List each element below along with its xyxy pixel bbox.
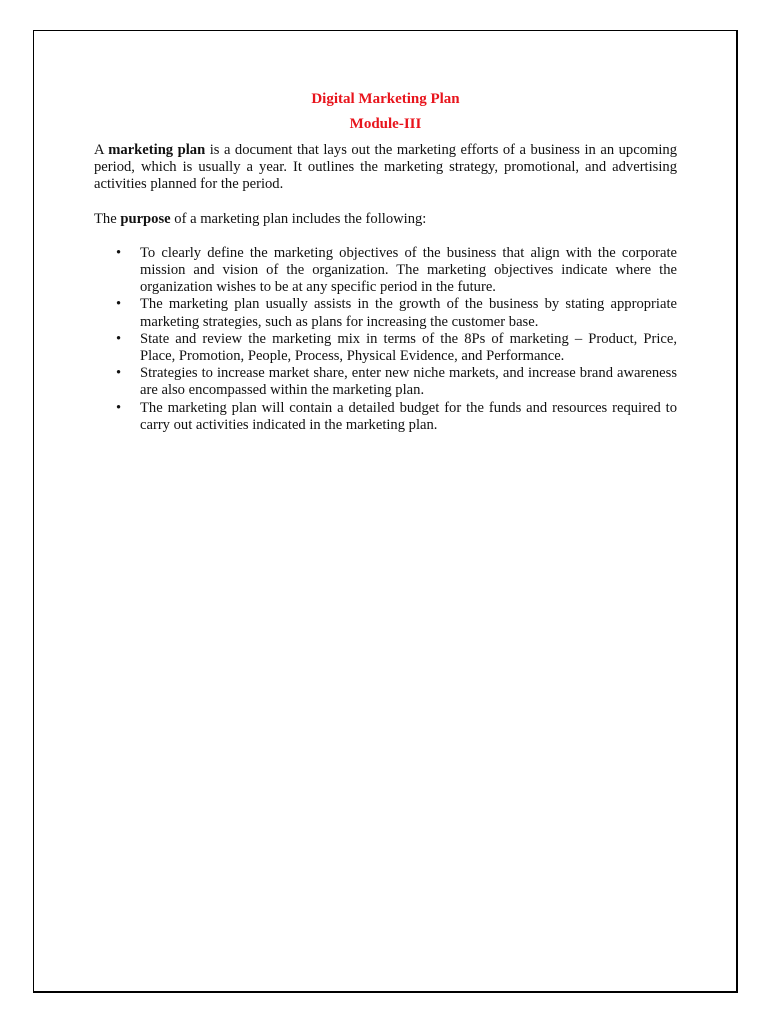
document-title: Digital Marketing Plan [311,91,460,107]
purpose-paragraph [94,211,677,228]
bullet-text: The marketing plan usually assists in the growth of the business by stating appropriate marketing strategies, such as plans for increasing the customer base. [140,296,677,330]
list-item [94,296,677,330]
bullet-text: The marketing plan will contain a detailed budget for the funds and resources required to carry out activities indicated in the marketing plan. [140,399,677,433]
intro-paragraph [94,142,677,194]
list-item [94,400,677,434]
intro-bold-term: marketing plan [108,142,206,158]
intro-rest: is a document that lays out the marketing efforts of a business in an upcoming period, which is usually a year. It outlines the marketing strategy, promotional, and advertising activities planned for the period. [94,142,677,193]
bullet-icon: • [116,330,122,347]
purpose-bold-term: purpose [120,210,171,227]
purpose-rest: of a marketing plan includes the following: [170,210,427,227]
bullet-icon: • [116,296,122,313]
intro-lead: A [94,142,109,158]
bullet-text: Strategies to increase market share, enter new niche markets, and increase brand awareness are also encompassed within the marketing plan. [140,365,677,399]
bullet-icon: • [116,365,122,382]
purpose-lead: The [94,210,121,227]
list-item [94,365,677,399]
list-item [94,245,677,297]
list-item [94,331,677,365]
bullet-text: State and review the marketing mix in terms of the 8Ps of marketing – Product, Price, Place, Promotion, People, Process, Physical Evidence, and Performance. [140,330,677,365]
page-content [94,90,677,434]
purpose-bullet-list [94,245,677,434]
document-subtitle: Module-III [349,116,422,132]
bullet-icon: • [116,244,122,261]
bullet-icon: • [116,399,122,416]
document-page [33,30,738,993]
bullet-text: To clearly define the marketing objectives of the business that align with the corporate mission and vision of the organization. The marketing objectives indicate where the organization wishes to be at any specific period in the future. [140,244,677,296]
